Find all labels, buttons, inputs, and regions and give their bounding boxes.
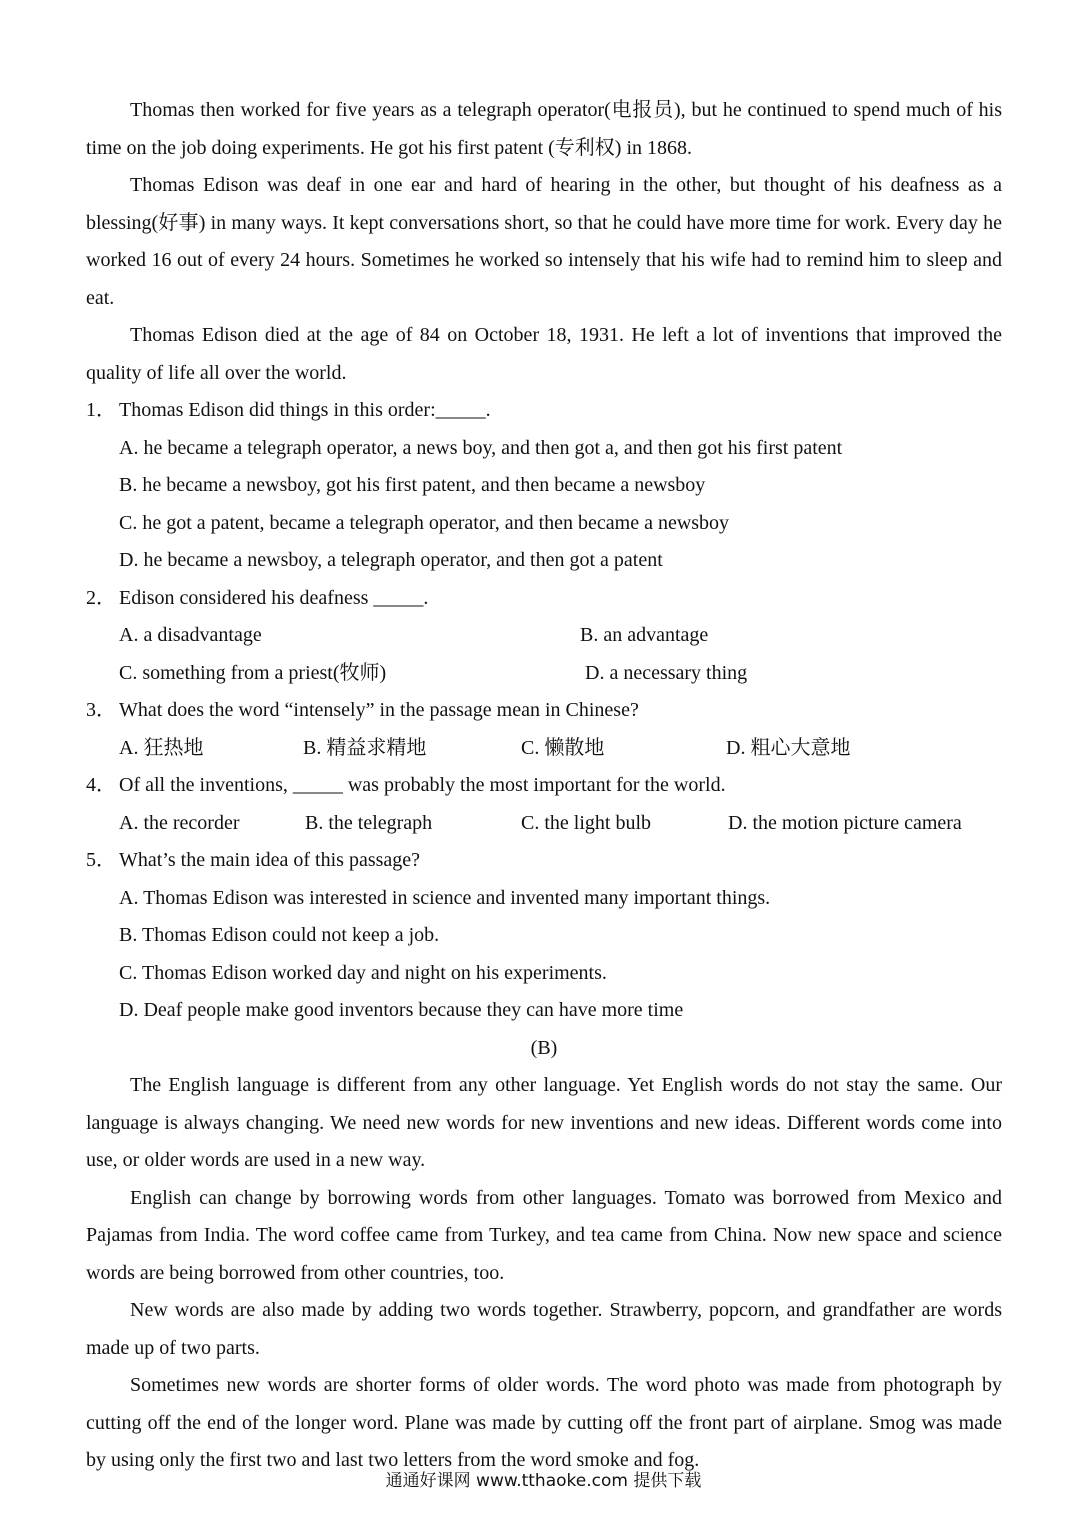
question-5-option-a: A. Thomas Edison was interested in science and invented many important things. xyxy=(119,886,771,909)
question-5-option-b: B. Thomas Edison could not keep a job. xyxy=(119,924,440,946)
passage-a-paragraph-2: Thomas Edison was deaf in one ear and hard of hearing in the other, but thought of his deafness as a blessing(好事) in many ways. It kept conversations short, so that he could have more time for work. Every day he worked 16 out of every 24 hours. Sometimes he worked so intensely that his wife had to remind him to sleep and eat. xyxy=(86,174,1002,309)
question-2-option-d: D. a necessary thing xyxy=(585,661,748,684)
question-number: 1． xyxy=(86,399,116,421)
question-number: 5． xyxy=(86,849,116,871)
question-4-option-d: D. the motion picture camera xyxy=(728,811,962,834)
document-page xyxy=(86,92,1002,1480)
question-4-options-row xyxy=(86,805,1002,843)
question-2 xyxy=(86,580,1002,618)
question-5-option-c: C. Thomas Edison worked day and night on his experiments. xyxy=(119,961,607,984)
question-3-option-d: D. 粗心大意地 xyxy=(726,736,851,759)
question-2-option-a: A. a disadvantage xyxy=(119,624,262,646)
question-number: 2． xyxy=(86,586,116,609)
question-text: What’s the main idea of this passage? xyxy=(119,849,421,871)
passage-b-paragraph-4: Sometimes new words are shorter forms of older words. The word photo was made from photograph by cutting off the end of the longer word. Plane was made by cutting off the front part of airplane. Smog was made by using only the first two and last two letters from the word smoke and fog. xyxy=(86,1374,1002,1471)
question-5 xyxy=(86,842,1002,880)
question-1-option-d: D. he became a newsboy, a telegraph operator, and then got a patent xyxy=(119,549,663,571)
question-2-options-row-2 xyxy=(86,655,1002,693)
question-text: What does the word “intensely” in the passage mean in Chinese? xyxy=(119,699,639,721)
passage-b-paragraph-3: New words are also made by adding two words together. Strawberry, popcorn, and grandfather are words made up of two parts. xyxy=(86,1299,1002,1359)
passage-b-paragraph-1: The English language is different from any other language. Yet English words do not stay the same. Our language is always changing. We need new words for new inventions and new ideas. Different words come into use, or older words are used in a new way. xyxy=(86,1074,1002,1171)
page-footer: 通通好课网 www.tthaoke.com 提供下载 xyxy=(385,1471,702,1491)
question-number: 4． xyxy=(86,774,116,796)
question-3-option-c: C. 懒散地 xyxy=(521,736,605,759)
question-text: Of all the inventions, _____ was probably the most important for the world. xyxy=(119,774,726,796)
passage-b-paragraph-2: English can change by borrowing words from other languages. Tomato was borrowed from Mexico and Pajamas from India. The word coffee came from Turkey, and tea came from China. Now new space and science words are being borrowed from other countries, too. xyxy=(86,1186,1002,1284)
question-1-option-c: C. he got a patent, became a telegraph operator, and then became a newsboy xyxy=(119,511,730,534)
question-2-option-b: B. an advantage xyxy=(580,624,709,646)
question-4-option-b: B. the telegraph xyxy=(305,811,433,834)
question-text: Thomas Edison did things in this order:_____. xyxy=(119,399,491,421)
question-1-option-a: A. he became a telegraph operator, a news boy, and then got a, and then got his first patent xyxy=(119,436,843,459)
question-2-option-c: C. something from a priest(牧师) xyxy=(119,661,387,684)
passage-a-paragraph-1: Thomas then worked for five years as a telegraph operator(电报员), but he continued to spend much of his time on the job doing experiments. He got his first patent (专利权) in 1868. xyxy=(86,99,1002,159)
question-text: Edison considered his deafness _____. xyxy=(119,586,429,609)
section-b-heading: (B) xyxy=(530,1036,558,1059)
question-1 xyxy=(86,392,1002,430)
question-4-option-c: C. the light bulb xyxy=(521,811,651,834)
question-4 xyxy=(86,767,1002,805)
question-3 xyxy=(86,692,1002,730)
question-3-option-a: A. 狂热地 xyxy=(119,736,204,759)
passage-a-paragraph-3: Thomas Edison died at the age of 84 on October 18, 1931. He left a lot of inventions that improved the quality of life all over the world. xyxy=(86,324,1002,384)
question-1-option-b: B. he became a newsboy, got his first patent, and then became a newsboy xyxy=(119,474,706,496)
question-5-option-d: D. Deaf people make good inventors because they can have more time xyxy=(119,999,684,1021)
question-2-options-row-1 xyxy=(86,617,1002,655)
question-number: 3． xyxy=(86,699,116,721)
question-3-option-b: B. 精益求精地 xyxy=(303,736,427,759)
question-4-option-a: A. the recorder xyxy=(119,811,240,834)
question-3-options-row xyxy=(86,730,1002,768)
